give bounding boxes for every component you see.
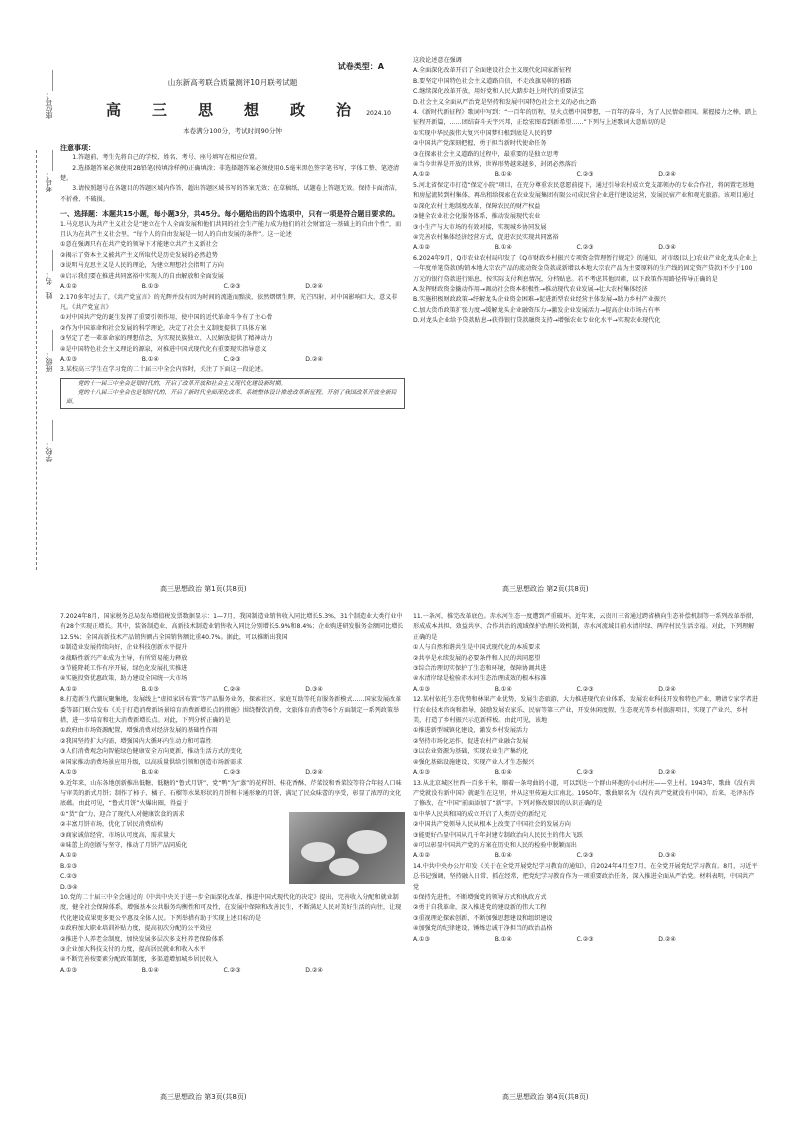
option-b[interactable]: B.要坚定中国特色社会主义道路自信，不走改旗易帜的邪路 bbox=[413, 77, 572, 85]
answer-options bbox=[413, 243, 758, 253]
option-d[interactable]: D.②④ bbox=[658, 769, 676, 777]
statement: ②勇于自我革命，深入推进党的建设新的伟大工程 bbox=[413, 904, 547, 912]
question-9 bbox=[60, 779, 405, 893]
statement: ④当今世界是开放的世界，世界形势越来越多，封闭必然落后 bbox=[413, 161, 577, 169]
option-a[interactable]: A.①② bbox=[60, 685, 77, 693]
option-a[interactable]: A.①③ bbox=[60, 966, 77, 974]
quote-box bbox=[60, 378, 405, 409]
page-footer: 高三思想政治 第3页(共8页) bbox=[160, 1093, 247, 1101]
answer-options bbox=[60, 282, 405, 292]
option-a[interactable]: A.①② bbox=[413, 852, 430, 860]
note-2: 2.选择题答案必须使用2B铅笔(按填涂样例)正确填涂；非选择题答案必须使用0.5毫米黑色签字笔书写，字体工整、笔迹清楚。 bbox=[60, 164, 400, 183]
statement: ③综合治理切实保护了生态和环境，保障协调共进 bbox=[413, 665, 547, 673]
statement: ①推进新型城镇化建设，激发乡村发展活力 bbox=[413, 727, 529, 735]
statement: ④味蕾上的创新与坚守，推动了月饼产品同质化 bbox=[60, 841, 188, 849]
answer-options bbox=[60, 685, 405, 695]
statement: ③能更好凸显中国从几千年封建专制政治向人民民主的伟大飞跃 bbox=[413, 831, 583, 839]
question-stem: 12.某村依托生态优势和林果产业优势，发展生态旅游，大力推进现代农业体系，发展农业科技开发和特色产业，聘请专家学者进行农业技术咨询和指导，鼓励发展农家乐、民宿等第三产业，开发休闲度假、生态观光等乡村旅游项目，实现了产业兴、乡村美，打造了乡村振兴示范新样板。由此可见，该地 bbox=[413, 696, 758, 725]
option-b[interactable]: B.①④ bbox=[494, 852, 512, 860]
option-d[interactable]: D.②④ bbox=[305, 769, 323, 777]
option-a[interactable]: A.全面深化改革开启了全面建设社会主义现代化国家新征程 bbox=[413, 67, 572, 75]
score-info: 本卷满分100分，考试时间90分钟 bbox=[183, 127, 282, 136]
option-b[interactable]: B.①④ bbox=[141, 966, 159, 974]
answer-options bbox=[413, 935, 758, 945]
option-b[interactable]: B.①④ bbox=[494, 171, 512, 179]
seat-field[interactable]: 座位号：______ bbox=[45, 70, 53, 119]
statement: ②揭示了资本主义被共产主义所取代是历史发展的必然趋势 bbox=[60, 251, 218, 259]
option-d[interactable]: D.②④ bbox=[305, 355, 323, 363]
statement: ③坚定了老一辈革命家的理想信念，为实现民族独立、人民解放提供了精神动力 bbox=[60, 335, 273, 343]
exam-date: 2024.10 bbox=[366, 110, 391, 118]
answer-options bbox=[60, 966, 405, 976]
question-stem: 3.某校高三学生在学习党的二十届三中全会内容时，关注了下面这一段论述。 bbox=[60, 366, 267, 374]
question-stem: 14.中共中央办公厅印发《关于在全党开展党纪学习教育的通知》，自2024年4月至7月，在全党开展党纪学习教育。8月，习近平总书记强调，坚持融入日常、抓在经常，把党纪学习教育作为一项重要政治任务，深入推进全面从严治党。材料表明，中国共产党 bbox=[413, 862, 758, 891]
page-footer: 高三思想政治 第1页(共8页) bbox=[160, 585, 247, 593]
statement: ④实施投资优惠政策，助力建设全国统一大市场 bbox=[60, 675, 188, 683]
page-3 bbox=[60, 612, 405, 1132]
page-footer: 高三思想政治 第2页(共8页) bbox=[502, 585, 589, 593]
statement: ③重视理论探索创新，不断加强思想建设和组织建设 bbox=[413, 914, 553, 922]
option-b[interactable]: B.①③ bbox=[60, 862, 78, 870]
statement: ④强化基础设施建设，实现产业人才生态振兴 bbox=[413, 758, 535, 766]
question-stem: 7.2024年8月，国家税务总局发布增值税发票数据显示：1—7月，我国制造业销售收入同比增长5.3%，31个制造业大类行业中有28个实现正增长。其中，装备制造业、高新技术制造业销售收入同比分别增长5.9%和8.4%；企业购进研发服务金额同比增长12.5%；全国高新技术产品销售额占全国销售额比重40.7%。据此，可以推断出我国 bbox=[60, 613, 404, 641]
note-3: 3.请按照题号在各题目的答题区域内作答，超出答题区域书写的答案无效；在草稿纸、试题卷上答题无效。保持卡面清洁，不折叠、不破损。 bbox=[60, 185, 401, 203]
section-heading: 一、选择题：本题共15小题，每小题3分，共45分。每小题给出的四个选项中，只有一项是符合题目要求的。 bbox=[60, 210, 400, 219]
cut-line bbox=[36, 150, 37, 570]
notes-heading: 注意事项： bbox=[60, 143, 95, 152]
question-4 bbox=[413, 108, 758, 181]
option-d[interactable]: D.②④ bbox=[658, 685, 676, 693]
statement: ④水清岸绿是检验赤水河生态治理成效的根本标准 bbox=[413, 675, 547, 683]
question-1 bbox=[60, 220, 405, 293]
question-stem: 1.马克思认为共产主义社会是“建立在个人全面发展和他们共同的社会生产能力成为他们的社会财富这一基础上的自由个性”，而且认为在共产主义社会里，“每个人的自由发展是一切人的自由发展的条件”。这一论述 bbox=[60, 220, 402, 239]
plate-shape bbox=[329, 858, 359, 876]
question-3 bbox=[60, 365, 405, 408]
option-c[interactable]: C.②③ bbox=[223, 283, 241, 291]
question-7 bbox=[60, 612, 405, 695]
option-b[interactable]: B.①④ bbox=[141, 355, 159, 363]
option-a[interactable]: A.①③ bbox=[413, 685, 430, 693]
question-12 bbox=[413, 695, 758, 778]
statement: ②丰富月饼市场，优化了居民消费结构 bbox=[60, 821, 163, 829]
statement: ②我国坚持扩大内需，增强国内大循环内生动力和可靠性 bbox=[60, 737, 212, 745]
question-stem-tail: 这段论述意在强调 bbox=[413, 57, 462, 64]
statement: ③节能降耗工作有序开展，绿色化发展扎实推进 bbox=[60, 665, 188, 673]
option-b[interactable]: B.①④ bbox=[494, 769, 512, 777]
page-2 bbox=[413, 56, 758, 576]
name-field[interactable]: 姓 名：______ bbox=[45, 250, 53, 299]
option-d[interactable]: D.②④ bbox=[658, 171, 676, 179]
statement: ①“货”食”力，迎合了现代人对健康饮食的需求 bbox=[60, 810, 185, 818]
statement: ②中国共产党深刻把握、勇于担当新时代使命任务 bbox=[413, 140, 547, 148]
option-d[interactable]: D.③④ bbox=[60, 883, 78, 891]
exam-institution: 山东新高考联合质量测评10月联考试题 bbox=[167, 78, 298, 87]
statement: ④加强党的纪律建设，锤炼忠诚干净担当的政治品格 bbox=[413, 925, 553, 933]
school-field[interactable]: 学校：______ bbox=[45, 420, 53, 462]
exam-type: 试卷类型：A bbox=[337, 62, 384, 71]
option-a[interactable]: A.①③ bbox=[60, 769, 77, 777]
page-title bbox=[60, 100, 405, 120]
option-c[interactable]: C.②③ bbox=[223, 355, 241, 363]
option-c[interactable]: C.②③ bbox=[576, 852, 594, 860]
statement: ③以农业资源为基础，实现农业生产集约化 bbox=[413, 748, 529, 756]
option-a[interactable]: A.①② bbox=[60, 283, 77, 291]
page-4 bbox=[413, 612, 758, 1132]
option-a[interactable]: A.①③ bbox=[60, 355, 77, 363]
plate-shape bbox=[301, 842, 335, 862]
answer-options bbox=[413, 685, 758, 695]
option-c[interactable]: C.②③ bbox=[576, 171, 594, 179]
option-d[interactable]: D.③④ bbox=[305, 685, 323, 693]
mooncake-photo bbox=[289, 812, 405, 884]
statement: ②共享是永续发展的必要条件和人民的共同愿望 bbox=[413, 654, 541, 662]
question-13 bbox=[413, 779, 758, 862]
statement: ②作为中国革命和社会发展的科学理论，决定了社会主义制度提供了具体方案 bbox=[60, 324, 267, 332]
statement: ①深化农村土地制度改革，保障农民的财产权益 bbox=[413, 202, 541, 210]
option-c[interactable]: C.②③ bbox=[576, 769, 594, 777]
question-6 bbox=[413, 254, 758, 327]
class-field[interactable]: 班级：______ bbox=[45, 330, 53, 372]
option-a[interactable]: A.①② bbox=[60, 852, 77, 860]
statement: ①实现中华民族伟大复兴中国梦归根到底是人民的梦 bbox=[413, 129, 553, 137]
option-a[interactable]: A.①③ bbox=[413, 769, 430, 777]
exam-number-field[interactable]: 考号：______ bbox=[45, 150, 53, 192]
question-stem: 8.打造新生代潮玩聚集地，发展线上“虚拟家居布置”等产品服务业务，探索社区、家庭互助等托育服务新模式……国家发展改革委等部门联合发布《关于打造消费新场景培育消费新增长点的措施》围绕餐饮消费、文旅体育消费等6个方面制定一系列政策举措，进一步培育和壮大消费新增长点。对此，下列分析正确的是 bbox=[60, 696, 402, 725]
statement: ①政府加大职业培训补贴力度，提高初次分配的公平效应 bbox=[60, 925, 212, 933]
statement: ②坚持市场化运作，促进农村产业融合发展 bbox=[413, 737, 529, 745]
statement: ③人们消费观念向智能绿色健康安全方向更新，推动生活方式的变化 bbox=[60, 748, 243, 756]
option-b[interactable]: B.①④ bbox=[494, 244, 512, 252]
plate-shape bbox=[347, 830, 387, 854]
question-stem: 6.2024年9月，Q市农业农村局印发了《Q市财政乡村振兴专项资金管理暂行规定》的通知，对市级(以上)农业产业化龙头企业上一年度单笔贷款(购销本地大宗农产品的流动资金贷款或新增以本地大宗农产品为主要原料的生产线的固定资产贷款)不少于100万元的银行贷款进行贴息，按实际支付利息情况，分档贴息。若不考虑其他因素，以下政策作用路径传导正确的是 bbox=[413, 254, 758, 283]
option-a[interactable]: A.①② bbox=[413, 171, 430, 179]
question-3-continued bbox=[413, 56, 758, 108]
answer-options bbox=[413, 768, 758, 778]
option-c[interactable]: C.②④ bbox=[223, 685, 241, 693]
quote-line: 党的十一届三中全会是划时代的，开启了改革开放和社会主义现代化建设新时期。 bbox=[77, 380, 287, 387]
option-c[interactable]: C.②③ bbox=[576, 685, 594, 693]
statement: ①对中国共产党的诞生发挥了重要引领作用，使中国的近代革命斗争有了主心骨 bbox=[60, 314, 273, 322]
quote-line: 党的十八届三中全会也是划时代的，开启了新时代全面深化改革、系统整体设计推进改革新征程，开创了我国改革开放全新局面。 bbox=[66, 389, 397, 405]
option-b[interactable]: B.①③ bbox=[141, 685, 159, 693]
statement: ②战略性新兴产业成为主导，有所贸易能力释放 bbox=[60, 654, 188, 662]
option-b[interactable]: B.①④ bbox=[494, 935, 512, 943]
option-d[interactable]: D.③④ bbox=[658, 244, 676, 252]
page-1 bbox=[60, 56, 405, 576]
option-d[interactable]: D.②④ bbox=[305, 283, 323, 291]
question-14 bbox=[413, 862, 758, 945]
statement: ②中国共产党领导人民从根本上改变了中国社会的发展方向 bbox=[413, 821, 571, 829]
statement: ③企业加大科技支付的力度，提高居民就业和收入水平 bbox=[60, 946, 206, 953]
statement: ①中华人民共和国的成立开启了人类历史的新纪元 bbox=[413, 810, 547, 818]
answer-options bbox=[413, 170, 758, 180]
option-b[interactable]: B.①④ bbox=[494, 685, 512, 693]
option-d[interactable]: D.③④ bbox=[658, 852, 676, 860]
statement: ④国家推动消费场景应用升级，以高质量供给引领和创造市场新需求 bbox=[60, 758, 243, 766]
option-b[interactable]: B.实施积极财政政策→纾解龙头企业资金困难→促进新型农业经营主体发展→助力乡村产业振兴 bbox=[413, 296, 666, 304]
question-8 bbox=[60, 695, 405, 778]
statement: ④可以彰显中国共产党的方案在历史和人民的检验中脱颖而出 bbox=[413, 841, 577, 849]
option-d[interactable]: D.对龙头企业给予贷款贴息→获得银行贷款融资支持→增强农业专业化水平→实现农业现代化 bbox=[413, 317, 661, 325]
option-d[interactable]: D.②④ bbox=[305, 966, 323, 974]
option-d[interactable]: D.社会主义全面从严治党是坚持和发展中国特色社会主义的必由之路 bbox=[413, 98, 597, 106]
option-c[interactable]: C.②③ bbox=[223, 966, 241, 974]
question-stem: 10.党的二十届三中全会通过的《中共中央关于进一步全面深化改革、推进中国式现代化的决定》提出，完善收入分配和就业制度，健全社会保障体系，增强基本公共服务均衡性和可及性，在发展中保障和改善民生，不断满足人民对美好生活的向往，让现代化建设成果更多更公平惠及全体人民。下列举措有助于实现上述目标的是 bbox=[60, 893, 402, 922]
option-b[interactable]: B.①④ bbox=[141, 769, 159, 777]
option-d[interactable]: D.②④ bbox=[658, 935, 676, 943]
statement: ②推进个人养老金制度，加快发展多层次多支柱养老保险体系 bbox=[60, 935, 224, 943]
statement: ④完善农村集体经济经营方式，促进农民实现共同富裕 bbox=[413, 233, 559, 241]
option-a[interactable]: A.①③ bbox=[413, 935, 430, 943]
option-c[interactable]: C.②③ bbox=[60, 873, 78, 881]
statement: ①人与自然和谐共生是中国式现代化的本质要求 bbox=[413, 644, 541, 652]
page-footer: 高三思想政治 第4页(共8页) bbox=[502, 1093, 589, 1101]
answer-options bbox=[413, 851, 758, 861]
statement: ③商家诚信经营，市场认可度高，需求量大 bbox=[60, 831, 176, 839]
note-1: 1.答题前，考生先将自己的学校、姓名、考号、座号填写在相应位置。 bbox=[72, 154, 261, 162]
question-5 bbox=[413, 181, 758, 254]
question-2 bbox=[60, 293, 405, 366]
statement: ④不断完善按要素分配政策制度，多渠道增加城乡居民收入 bbox=[60, 956, 218, 964]
question-stem: 5.河北省保定市打造“保定小院”项目，在充分尊重农民意愿前提下，通过引导农村成立党支部领办的专业合作社，将闲置宅基地和房屋流转到村集体，再出租给探索在农业发展集团有限公司成民营企业进行建设运营，发展民宿产业和观光旅游。该项目通过 bbox=[413, 181, 755, 200]
option-c[interactable]: C.②③ bbox=[576, 244, 594, 252]
statement: ②健全农业社会化服务体系，推动发展现代农业 bbox=[413, 213, 541, 221]
statement: ①制造业发展持续向好，企业科技创新水平提升 bbox=[60, 644, 188, 652]
statement: ①保持先进性，不断增强党的领导方式和执政方式 bbox=[413, 893, 547, 901]
answer-options bbox=[60, 768, 405, 778]
statement: ④是中国特色社会主义理论的源泉，对推进中国式现代化有重要现实指导意义 bbox=[60, 345, 267, 353]
option-c[interactable]: C.加大货币政策扩张力度→缓解龙头企业融资压力→激发企业发展活力→提高企业市场占有率 bbox=[413, 306, 660, 314]
option-b[interactable]: B.①③ bbox=[141, 283, 159, 291]
option-a[interactable]: A.发挥财政资金撬动作用→调动社会资本积极性→推动现代农业发展→壮大农村集体经济 bbox=[413, 285, 648, 293]
question-stem: 13.从北京城区往西一百多千米，顺着一条弯曲的小道，可以到达一个群山环抱的小山村庄——堂上村。1943年，歌曲《没有共产党就没有新中国》就诞生在这里，并从这里传遍大江南北。1950年，歌曲原名为《没有共产党就没有中国》，后来，毛泽东作了修改，在“中国”前面添加了“新”字。下列对修改原因的认识正确的是 bbox=[413, 779, 756, 808]
question-10 bbox=[60, 893, 405, 976]
answer-options bbox=[60, 355, 405, 365]
question-stem: 4.《新时代新征程》歌词中写到：“一百年的历程，星火点燃中国梦想，一百年的奋斗，为了人民情牵祖国。紧握接力之棒，踏上征程开新篇，……团结奋斗天宇兴邦，正绘宏图看到新希望……”下列与上述歌词大意贴切的是 bbox=[413, 109, 758, 127]
option-c[interactable]: C.②③ bbox=[576, 935, 594, 943]
statement: ③在探索社会主义道路的过程中，最重要的是独立思考 bbox=[413, 150, 559, 158]
question-stem: 9.近年来，山东各地创新推出低糖、低糖的“鲁式月饼”，党“鸭”为“蒸”的花样饼、桂花香酥、芹菜饺和香菜饺等符合年轻人口味与审美的新式月饼；制作了柿子、橘子、石榴等水果形状的月饼和卡通形象的月饼，满足了民众味蕾的享受，彰显了浓厚的文化底蕴。由此可见，“鲁式月饼”火爆出圈，得益于 bbox=[60, 779, 402, 808]
option-c[interactable]: C.②③ bbox=[223, 769, 241, 777]
title-text: 高 三 思 想 政 治 bbox=[105, 101, 359, 120]
option-a[interactable]: A.①② bbox=[413, 244, 430, 252]
statement: ③说明马克思主义是人民的理论，为建立理想社会指明了方向 bbox=[60, 262, 224, 270]
option-c[interactable]: C.继续深化改革开放，用好党和人民大踏步赶上时代的重要法宝 bbox=[413, 88, 584, 96]
statement: ③小生产与大市场的有效对接，实现城乡协同发展 bbox=[413, 223, 547, 231]
question-11 bbox=[413, 612, 758, 695]
question-stem: 11.一条河，推完改革底色。赤水河生态一度遭到严重破坏。近年来，云贵川三省通过跨省横向生态补偿机制等一系列改革举措，形成成本共担、效益共享、合作共治的流域保护治理长效机制，赤水河流域目前水清岸绿、两岸村民生活幸福。对此，下列理解正确的是 bbox=[413, 613, 758, 641]
statement: ④启示我们要在推进共同富裕中实现人的自由解放和全面发展 bbox=[60, 272, 224, 280]
binding-margin bbox=[0, 0, 60, 600]
statement: ①政府由市场资源配置，增强消费对经济发展的基础性作用 bbox=[60, 727, 218, 735]
statement: ①意在强调只有在共产党的领导下才能建立共产主义新社会 bbox=[60, 241, 218, 249]
question-stem: 2.170多年过去了，《共产党宣言》的光辉并没有因为时间的流逝而黯淡，依然熠熠生辉，光芒四射，对中国影响巨大、意义非凡。《共产党宣言》 bbox=[60, 293, 398, 311]
